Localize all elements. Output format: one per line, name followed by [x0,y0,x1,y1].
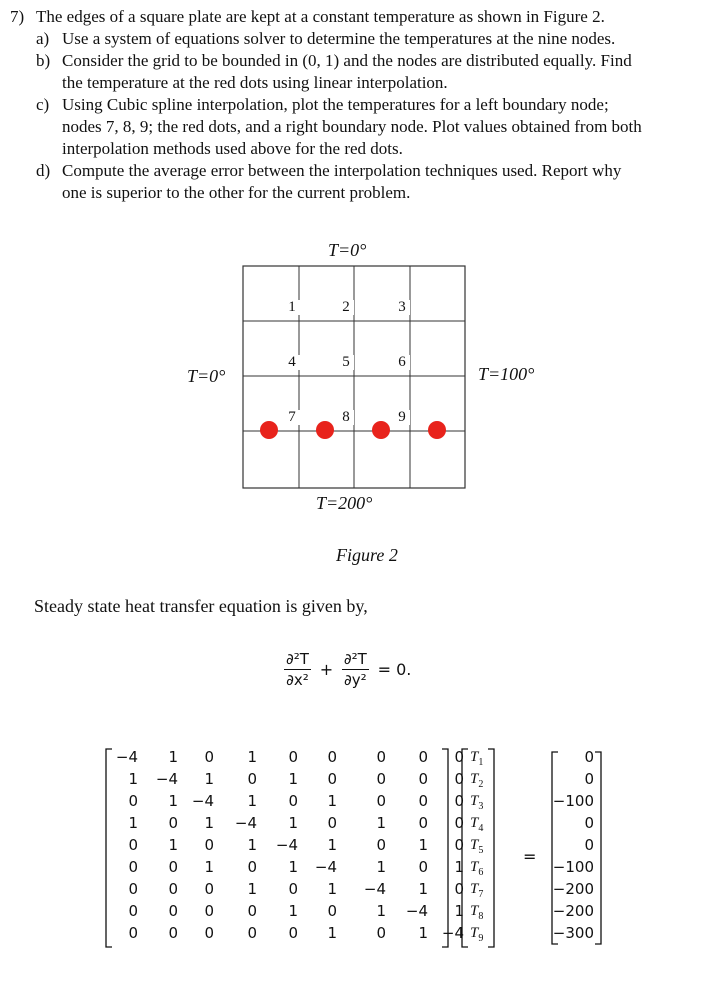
matrix-cell: 0 [454,836,464,854]
red-dot [260,421,278,439]
part-c-line: nodes 7, 8, 9; the red dots, and a right boundary node. Plot values obtained from both [62,117,642,136]
matrix-cell: 1 [128,770,138,788]
fraction-denominator: ∂x² [286,671,309,689]
matrix-cell: 0 [327,770,337,788]
rhs-entry: 0 [584,770,594,788]
matrix-cell: 0 [247,770,257,788]
matrix-cell: 1 [204,858,214,876]
matrix-cell: 1 [168,792,178,810]
matrix-cell: 0 [288,924,298,942]
matrix-cell: 0 [376,836,386,854]
matrix-cell: 1 [204,814,214,832]
matrix-cell: 0 [204,836,214,854]
matrix-cell: 0 [204,748,214,766]
fraction-numerator: ∂²T [343,650,367,668]
matrix-cell: 1 [247,792,257,810]
matrix-cell: 0 [204,902,214,920]
matrix-cell: 0 [168,924,178,942]
matrix-cell: −4 [191,792,214,810]
rhs-entry: −300 [552,924,594,942]
matrix-cell: 0 [247,902,257,920]
matrix-cell: 0 [204,880,214,898]
unknown-entry [470,902,483,926]
matrix-cell: 1 [168,748,178,766]
red-dot [316,421,334,439]
unknown-subscript: 7 [478,889,484,900]
matrix-cell: −4 [441,924,464,942]
matrix-cell: 0 [247,924,257,942]
d2t-dx2 [284,650,311,689]
matrix-cell: 1 [204,770,214,788]
unknown-right-bracket [488,749,494,947]
matrix-cell: 0 [454,748,464,766]
matrix-cell: 0 [327,814,337,832]
red-dot [372,421,390,439]
matrix-cell: −4 [115,748,138,766]
part-c-label: c) [36,95,50,114]
matrix-cell: 0 [454,814,464,832]
matrix-cell: 0 [327,748,337,766]
matrix-cell: 0 [376,792,386,810]
matrix-cell: 0 [454,792,464,810]
fraction-numerator: ∂²T [286,650,309,668]
matrix-cell: 0 [454,880,464,898]
matrix-cell: 0 [418,748,428,766]
rhs-entry: −200 [552,880,594,898]
matrix-cell: 1 [327,792,337,810]
node-label: 4 [284,355,300,370]
unknown-symbol: T [470,749,479,765]
matrix-cell: 0 [168,880,178,898]
matrix-cell: 0 [204,924,214,942]
node-label: 5 [338,355,354,370]
matrix-cell: 1 [168,836,178,854]
matrix-cell: 0 [168,858,178,876]
node-label: 3 [394,300,410,315]
matrix-cell: 1 [128,814,138,832]
matrix-cell: 1 [418,924,428,942]
matrix-cell: 1 [454,902,464,920]
unknown-entry [470,792,483,816]
rhs-entry: −100 [552,858,594,876]
matrix-cell: 0 [128,880,138,898]
part-d-line: one is superior to the other for the current problem. [62,183,411,202]
figure-caption: Figure 2 [336,545,398,565]
rhs-right-bracket [595,752,601,944]
matrix-cell: 1 [288,902,298,920]
unknown-symbol: T [470,903,479,919]
unknown-subscript: 4 [478,823,484,834]
matrix-cell: 0 [418,770,428,788]
part-b-line: the temperature at the red dots using linear interpolation. [62,73,448,92]
node-label: 8 [338,410,354,425]
matrix-cell: 0 [288,748,298,766]
matrix-cell: 1 [327,836,337,854]
matrix-cell: 0 [418,792,428,810]
matrix-cell: 0 [247,858,257,876]
unknown-subscript: 6 [478,867,484,878]
unknown-entry [470,858,483,882]
matrix-cell: 1 [327,924,337,942]
unknown-symbol: T [470,859,479,875]
rhs-entry: −200 [552,902,594,920]
matrix-cell: −4 [275,836,298,854]
fraction-denominator: ∂y² [344,671,367,689]
matrix-cell: 0 [168,814,178,832]
matrix-cell: 1 [454,858,464,876]
unknown-entry [470,748,483,772]
problem-number: 7) [10,7,25,26]
matrix-cell: 1 [288,814,298,832]
matrix-equals: = [523,847,537,866]
matrix-cell: 0 [288,880,298,898]
rhs-entry: 0 [584,814,594,832]
matrix-cell: 1 [418,880,428,898]
equation-rhs: = 0. [377,660,412,679]
unknown-subscript: 3 [478,801,484,812]
matrix-cell: 0 [454,770,464,788]
unknown-entry [470,836,483,860]
part-c-line: interpolation methods used above for the red dots. [62,139,403,158]
part-d-line: Compute the average error between the interpolation techniques used. Report why [62,161,622,180]
matrix-cell: 0 [128,792,138,810]
matrix-cell: −4 [363,880,386,898]
plus-sign: + [319,660,334,679]
plate-border [243,266,465,488]
matrix-cell: 1 [418,836,428,854]
matrix-cell: 0 [128,858,138,876]
right-boundary-label: T=100° [478,364,535,384]
unknown-entry [470,770,483,794]
matrix-cell: 1 [327,880,337,898]
part-d-label: d) [36,161,51,180]
part-a-label: a) [36,29,50,48]
matrix-cell: 0 [288,792,298,810]
heat-equation [284,650,415,689]
left-boundary-label: T=0° [187,366,226,386]
matrix-cell: 0 [418,814,428,832]
top-boundary-label: T=0° [328,240,367,260]
matrix-cell: 0 [376,770,386,788]
matrix-cell: 0 [327,902,337,920]
matrix-cell: 1 [247,880,257,898]
matrix-cell: 1 [376,902,386,920]
unknown-subscript: 2 [478,779,484,790]
unknown-subscript: 8 [478,911,484,922]
unknown-symbol: T [470,815,479,831]
matrix-cell: 1 [288,770,298,788]
unknown-entry [470,814,483,838]
matrix-cell: 0 [128,924,138,942]
matrix-cell: 1 [376,858,386,876]
matrix-cell: −4 [405,902,428,920]
matrix-cell: 0 [376,924,386,942]
problem-intro: The edges of a square plate are kept at a constant temperature as shown in Figure 2. [36,7,605,26]
matrix-cell: −4 [234,814,257,832]
rhs-entry: 0 [584,836,594,854]
part-c-line: Using Cubic spline interpolation, plot the temperatures for a left boundary node; [62,95,609,114]
matrix-cell: 0 [168,902,178,920]
unknown-symbol: T [470,881,479,897]
equation-intro: Steady state heat transfer equation is given by, [34,596,368,616]
unknown-subscript: 9 [478,933,484,944]
matrix-cell: −4 [155,770,178,788]
matrix-cell: 0 [128,902,138,920]
rhs-entry: −100 [552,792,594,810]
matrix-cell: −4 [314,858,337,876]
bottom-boundary-label: T=200° [316,493,373,513]
node-label: 2 [338,300,354,315]
node-label: 9 [394,410,410,425]
matrix-cell: 1 [247,836,257,854]
d2t-dy2 [342,650,369,689]
unknown-subscript: 5 [478,845,484,856]
matrix-cell: 1 [247,748,257,766]
matrix-cell: 1 [288,858,298,876]
part-b-line: Consider the grid to be bounded in (0, 1) and the nodes are distributed equally. Find [62,51,632,70]
unknown-symbol: T [470,925,479,941]
node-label: 6 [394,355,410,370]
matrix-cell: 0 [376,748,386,766]
node-label: 1 [284,300,300,315]
matrix-cell: 0 [418,858,428,876]
part-b-label: b) [36,51,51,70]
unknown-symbol: T [470,793,479,809]
matrix-cell: 0 [128,836,138,854]
unknown-symbol: T [470,837,479,853]
part-a-line: Use a system of equations solver to determine the temperatures at the nine nodes. [62,29,616,48]
rhs-entry: 0 [584,748,594,766]
unknown-subscript: 1 [478,757,484,768]
matrix-cell: 1 [376,814,386,832]
unknown-entry [470,880,483,904]
node-label: 7 [284,410,300,425]
unknown-symbol: T [470,771,479,787]
unknown-entry [470,924,483,948]
red-dot [428,421,446,439]
